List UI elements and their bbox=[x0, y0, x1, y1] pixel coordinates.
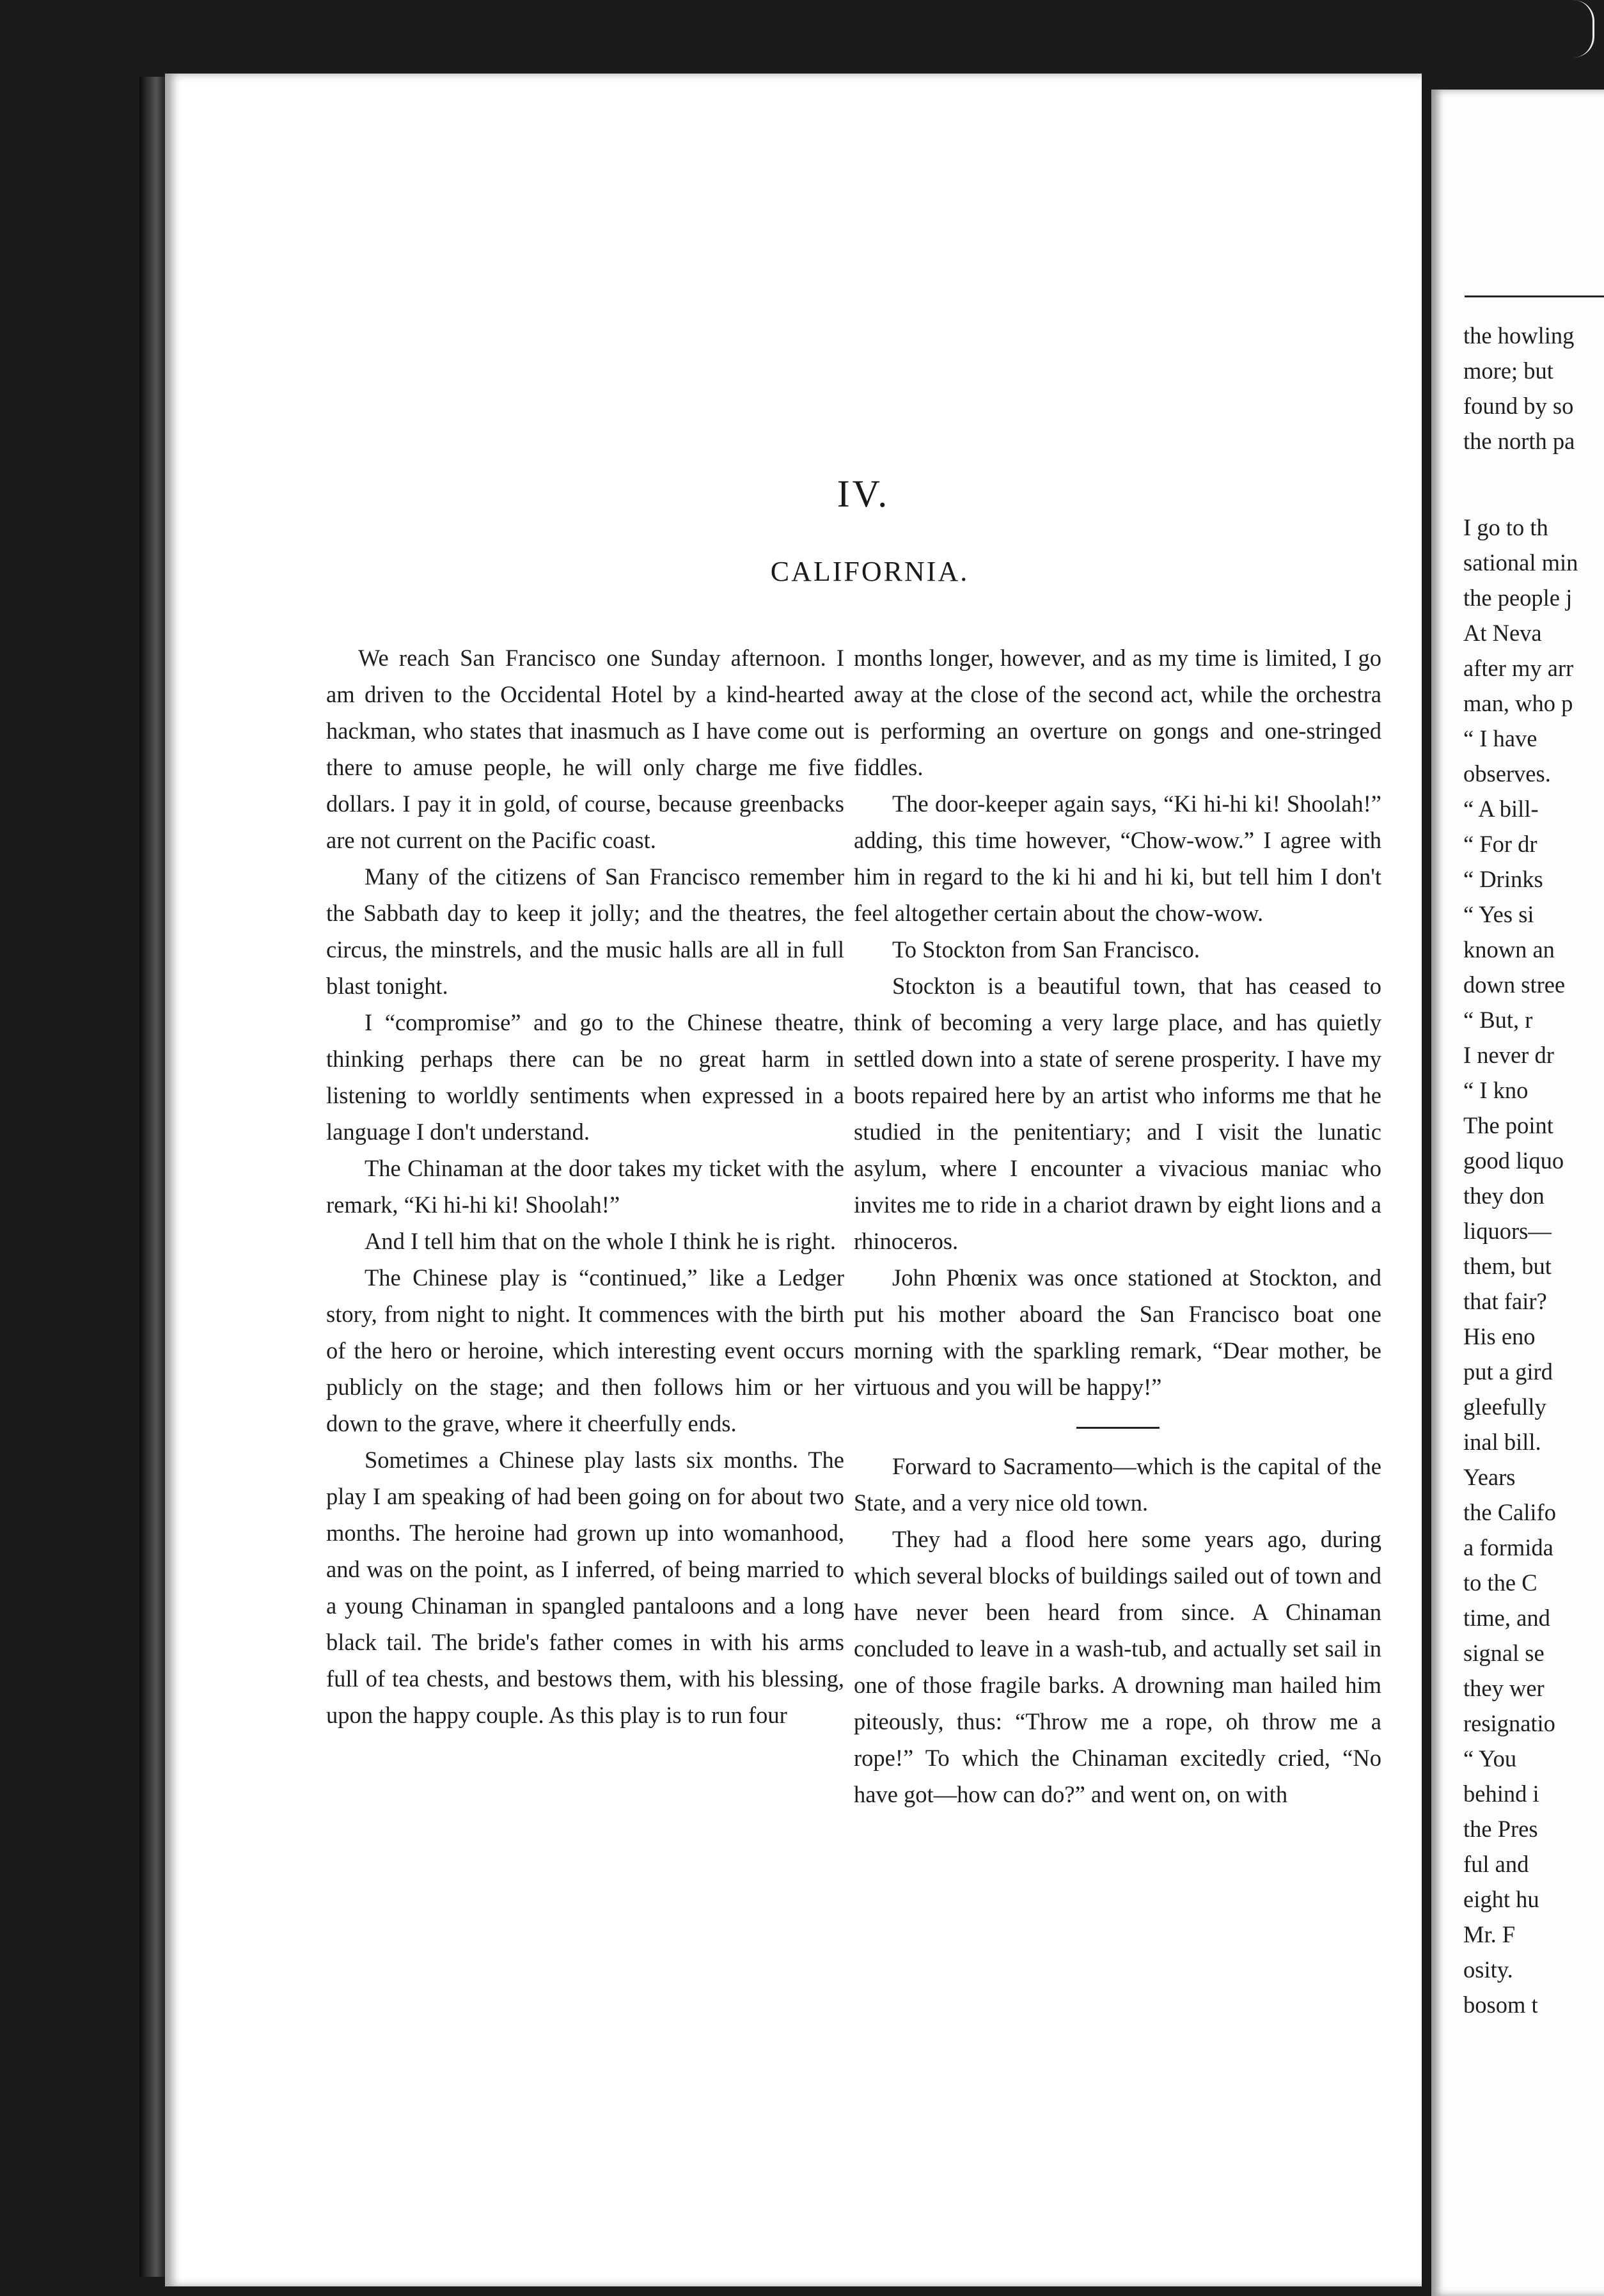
facing-page-line: them, but bbox=[1463, 1253, 1552, 1279]
facing-page-line: His eno bbox=[1463, 1323, 1536, 1349]
facing-page-line: behind i bbox=[1463, 1781, 1539, 1807]
paragraph: The Chinese play is “continued,” like a Ledger story, from night to night. It commences with the birth of the hero or heroine, which interesting event occurs publicly on the stage; and then follows him or her down to the grave, where it cheerfully ends. bbox=[326, 1264, 844, 1436]
facing-page-line: osity. bbox=[1463, 1956, 1513, 1983]
facing-page-line: ful and bbox=[1463, 1851, 1529, 1877]
facing-page-line: Mr. F bbox=[1463, 1921, 1516, 1947]
facing-page-line: the Pres bbox=[1463, 1816, 1538, 1842]
facing-page-line: Years bbox=[1463, 1464, 1516, 1490]
facing-page-line: I go to th bbox=[1463, 514, 1548, 540]
facing-page-line: the Califo bbox=[1463, 1499, 1556, 1525]
facing-page-line: the howling bbox=[1463, 322, 1575, 349]
facing-page-line: they wer bbox=[1463, 1675, 1545, 1701]
facing-page-line: At Neva bbox=[1463, 620, 1542, 646]
facing-page-line: good liquo bbox=[1463, 1147, 1564, 1174]
facing-page-line: “ Yes si bbox=[1463, 901, 1534, 927]
left-text-column bbox=[326, 640, 844, 1733]
facing-page-line: inal bill. bbox=[1463, 1429, 1541, 1455]
paragraph: The Chinaman at the door takes my ticket with the remark, “Ki hi-hi ki! Shoolah!” bbox=[326, 1155, 844, 1218]
facing-page-line: known an bbox=[1463, 936, 1555, 963]
facing-page-line: “ I kno bbox=[1463, 1077, 1529, 1103]
facing-page-text bbox=[1463, 318, 1604, 2022]
paragraph: Many of the citizens of San Francisco remember the Sabbath day to keep it jolly; and the theatres, the circus, the minstrels, and the music halls are all in full blast tonight. bbox=[326, 863, 844, 999]
facing-page-line: resignatio bbox=[1463, 1710, 1555, 1736]
paragraph: I “compromise” and go to the Chinese theatre, thinking perhaps there can be no great harm in listening to worldly sentiments when expressed in a language I don't understand. bbox=[326, 1009, 844, 1145]
paragraph: John Phœnix was once stationed at Stockton, and put his mother aboard the San Francisco boat one morning with the sparkling remark, “Dear mother, be virtuous and you will be happy!” bbox=[854, 1264, 1381, 1400]
facing-page-line: man, who p bbox=[1463, 690, 1573, 716]
facing-page-line: bosom t bbox=[1463, 1992, 1538, 2018]
facing-page-line: they don bbox=[1463, 1183, 1545, 1209]
facing-page-line: observes. bbox=[1463, 760, 1551, 787]
facing-page-line: “ I have bbox=[1463, 725, 1537, 751]
facing-page-line: after my arr bbox=[1463, 655, 1574, 681]
paragraph: To Stockton from San Francisco. bbox=[892, 936, 1200, 963]
right-text-column bbox=[854, 640, 1381, 1812]
paragraph: months longer, however, and as my time is limited, I go away at the close of the second act, while the orchestra is performing an overture on gongs and one-stringed fiddles. bbox=[854, 645, 1381, 780]
facing-page-line: to the C bbox=[1463, 1569, 1537, 1596]
chapter-title: CALIFORNIA. bbox=[770, 556, 970, 587]
facing-page-line: sational min bbox=[1463, 549, 1578, 576]
facing-page-line: The point bbox=[1463, 1112, 1553, 1138]
facing-page-line: signal se bbox=[1463, 1640, 1545, 1666]
facing-page-line: down stree bbox=[1463, 971, 1566, 998]
facing-page-line: I never dr bbox=[1463, 1042, 1554, 1068]
paragraph: Sometimes a Chinese play lasts six months. The play I am speaking of had been going on for about two months. The heroine had grown up into womanhood, and was on the point, as I inferred, of being married to a young Chinaman in spangled pantaloons and a long black tail. The bride's father comes in with his arms full of tea chests, and bestows them, with his blessing, upon the happy couple. As this play is to run four bbox=[326, 1447, 844, 1728]
facing-page-line: gleefully bbox=[1463, 1394, 1546, 1420]
paragraph: We reach San Francisco one Sunday afternoon. I am driven to the Occidental Hotel by a kind-hearted hackman, who states that inasmuch as I have come out there to amuse people, he will only charge me five dollars. I pay it in gold, of course, because greenbacks are not current on the Pacific coast. bbox=[326, 645, 844, 853]
facing-page-line: time, and bbox=[1463, 1605, 1550, 1631]
facing-page-line: the people j bbox=[1463, 585, 1573, 611]
facing-page-line: “ For dr bbox=[1463, 831, 1537, 857]
facing-page-line: “ Drinks bbox=[1463, 866, 1543, 892]
paragraph: And I tell him that on the whole I think he is right. bbox=[365, 1228, 836, 1254]
paragraph: They had a flood here some years ago, during which several blocks of buildings sailed out of town and have never been heard from since. A Chinaman concluded to leave in a wash-tub, and actually set sail in one of those fragile barks. A drowning man hailed him piteously, thus: “Throw me a rope, oh throw me a rope!” To which the Chinaman excitedly cried, “No have got—how can do?” and went on, on with bbox=[854, 1526, 1381, 1807]
facing-page-line: liquors— bbox=[1463, 1218, 1552, 1244]
facing-page-line: “ A bill- bbox=[1463, 796, 1539, 822]
paragraph: Stockton is a beautiful town, that has ceased to think of becoming a very large place, and has quietly settled down into a state of serene prosperity. I have my boots repaired here by an artist who informs me that he studied in the penitentiary; and I visit the lunatic asylum, where I encounter a vivacious maniac who invites me to ride in a chariot drawn by eight lions and a rhinoceros. bbox=[854, 973, 1381, 1254]
facing-page-header-rule bbox=[1465, 295, 1604, 297]
facing-page-line: put a gird bbox=[1463, 1358, 1553, 1385]
facing-page-line: “ But, r bbox=[1463, 1007, 1533, 1033]
section-divider bbox=[1076, 1427, 1160, 1429]
facing-page-line: eight hu bbox=[1463, 1886, 1539, 1912]
facing-page-line: the north pa bbox=[1463, 428, 1575, 454]
facing-page-line: a formida bbox=[1463, 1534, 1553, 1561]
paragraph: The door-keeper again says, “Ki hi-hi ki! Shoolah!” adding, this time however, “Chow-wow.” I agree with him in regard to the ki hi and hi ki, but tell him I don't feel altogether certain about the chow-wow. bbox=[854, 790, 1381, 926]
facing-page-line: that fair? bbox=[1463, 1288, 1547, 1314]
chapter-number: IV. bbox=[837, 473, 890, 515]
facing-page-line: found by so bbox=[1463, 393, 1574, 419]
page-edge-mark bbox=[1573, 0, 1594, 58]
paragraph-gap bbox=[1463, 459, 1604, 510]
facing-page-line: more; but bbox=[1463, 358, 1553, 384]
facing-page-line: “ You bbox=[1463, 1745, 1517, 1772]
paragraph: Forward to Sacramento—which is the capital of the State, and a very nice old town. bbox=[854, 1453, 1381, 1516]
